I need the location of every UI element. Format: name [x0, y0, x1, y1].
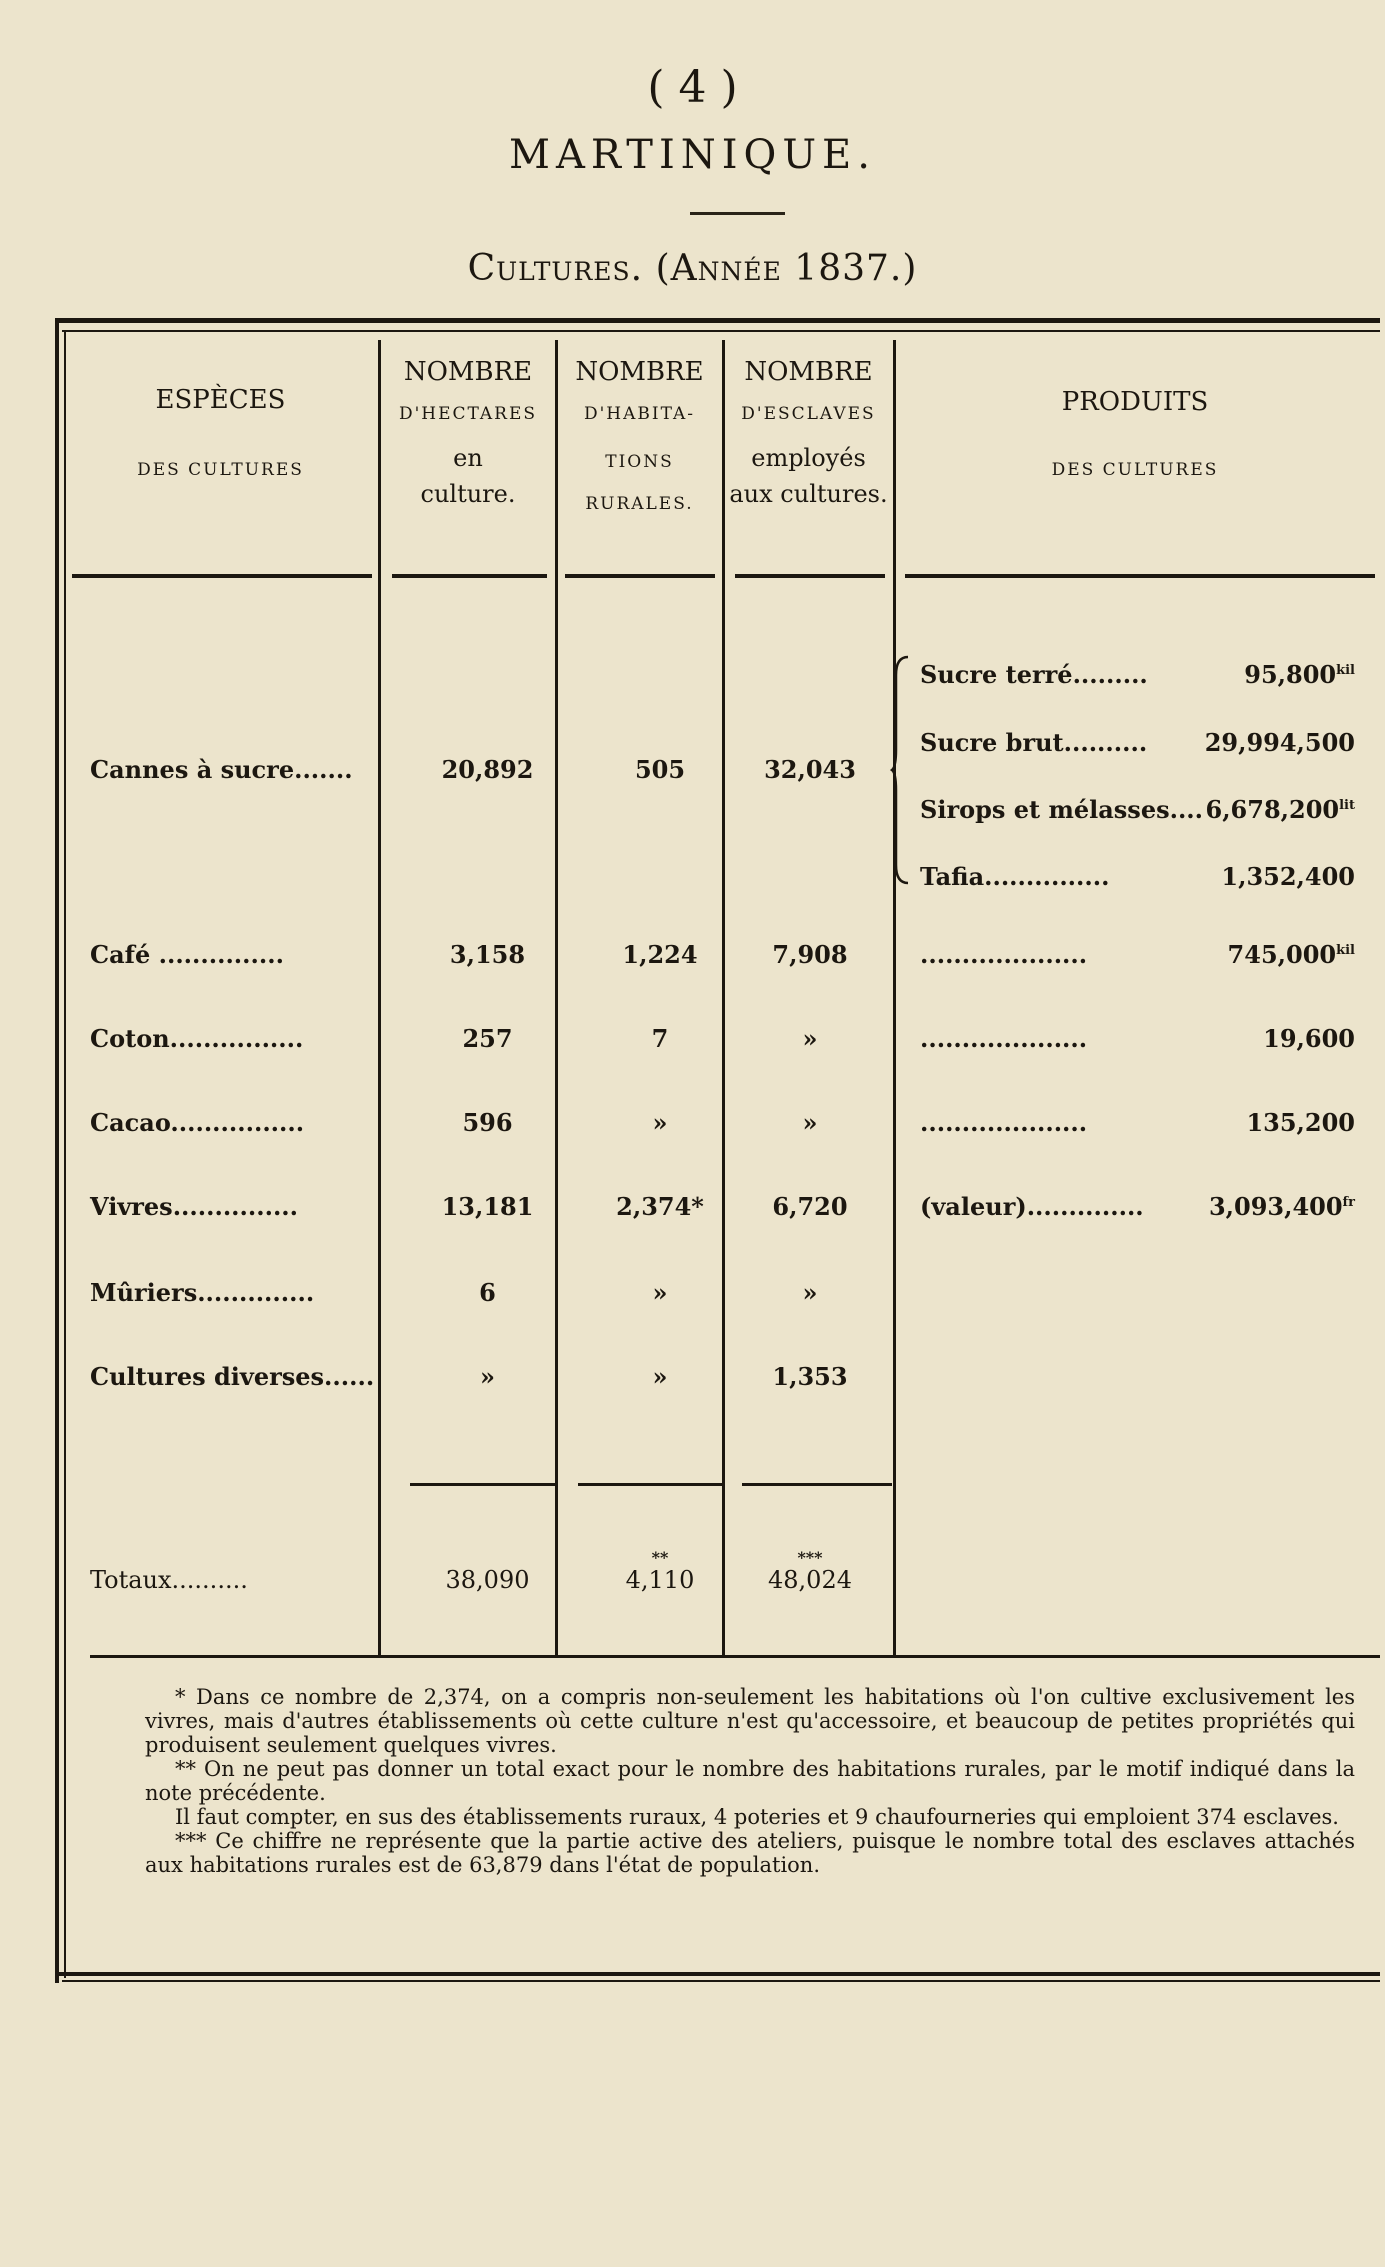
header-esclaves: NOMBRE D'ESCLAVES employés aux cultures. [729, 357, 888, 508]
row-name: Coton................ [90, 1024, 304, 1053]
row-hectares: 596 [462, 1108, 513, 1137]
produit-label: .................... [920, 1024, 1088, 1053]
footnote: Il faut compter, en sus des établissements ruraux, 4 poteries et 9 chaufourneries qui emploient 374 esclaves. [175, 1805, 1339, 1829]
produit-line [920, 1192, 1355, 1221]
totals-esclaves: 48,024 [768, 1566, 852, 1594]
brace-icon [890, 655, 914, 885]
produit-unit: lit [1339, 798, 1355, 813]
produit-label: Tafia............... [920, 862, 1110, 891]
row-esclaves: » [802, 1108, 818, 1137]
title-divider [690, 212, 785, 215]
header-habitations: NOMBRE D'HABITA- TIONS RURALES. [575, 357, 704, 514]
produit-line [920, 1024, 1355, 1053]
produit-line [920, 795, 1355, 824]
produit-unit: kil [1336, 943, 1355, 958]
row-habitations: » [652, 1362, 668, 1391]
produit-unit: fr [1342, 1195, 1355, 1210]
row-habitations: 1,224 [622, 940, 698, 969]
footnotes [145, 1685, 1355, 1877]
totals-label: Totaux.......... [90, 1566, 248, 1594]
produit-label: .................... [920, 1108, 1088, 1137]
section-title: Cultures. (Année 1837.) [467, 248, 918, 289]
produit-label: Sucre brut.......... [920, 728, 1148, 757]
row-esclaves: 6,720 [772, 1192, 848, 1221]
row-esclaves: 32,043 [764, 755, 856, 784]
row-esclaves: » [802, 1024, 818, 1053]
produit-line [920, 1108, 1355, 1137]
produit-value: 135,200 [1246, 1108, 1355, 1137]
header-produits: PRODUITS DES CULTURES [1051, 387, 1219, 480]
row-hectares: 257 [462, 1024, 513, 1053]
produit-label: .................... [920, 940, 1088, 969]
produit-label: (valeur).............. [920, 1192, 1144, 1221]
produit-label: Sirops et mélasses.... [920, 795, 1204, 824]
row-name: Café ............... [90, 940, 284, 969]
produit-value: 95,800 [1244, 660, 1337, 689]
page-heading: MARTINIQUE. [509, 132, 876, 178]
produit-line [920, 660, 1355, 689]
produit-unit: kil [1336, 663, 1355, 678]
page-number: ( 4 ) [647, 62, 738, 113]
footnote: *** Ce chiffre ne représente que la partie active des ateliers, puisque le nombre total des esclaves attachés aux habitations rurales est de 63,879 dans l'état de population. [145, 1829, 1355, 1877]
row-hectares: 6 [479, 1278, 496, 1307]
row-hectares: 13,181 [441, 1192, 534, 1221]
header-hectares: NOMBRE D'HECTARES en culture. [398, 357, 538, 508]
totals-esclaves-mark: *** [797, 1548, 823, 1567]
row-hectares: » [480, 1362, 495, 1391]
produit-line [920, 940, 1355, 969]
row-name: Cacao................ [90, 1108, 305, 1137]
footnote: ** On ne peut pas donner un total exact pour le nombre des habitations rurales, par le motif indiqué dans la note précédente. [145, 1757, 1355, 1805]
totals-hectares: 38,090 [445, 1566, 530, 1594]
row-hectares: 3,158 [449, 940, 526, 969]
produit-line [920, 862, 1355, 891]
produit-value: 19,600 [1263, 1024, 1355, 1053]
row-habitations: 505 [634, 755, 686, 784]
row-name: Cannes à sucre....... [90, 755, 353, 784]
row-hectares: 20,892 [441, 755, 534, 784]
footnote: * Dans ce nombre de 2,374, on a compris non-seulement les habitations où l'on cultive exclusivement les vivres, mais d'autres établissements où cette culture n'est qu'accessoire, et beaucoup de petites propriétés qui produisent seulement quelques vivres. [145, 1685, 1355, 1757]
row-esclaves: » [802, 1278, 818, 1307]
row-name: Mûriers.............. [90, 1278, 315, 1307]
produit-value: 745,000 [1227, 940, 1337, 969]
row-habitations: » [652, 1278, 668, 1307]
totals-habitations: 4,110 [625, 1566, 695, 1594]
row-habitations: 7 [651, 1024, 669, 1053]
produit-line [920, 728, 1355, 757]
row-habitations: » [652, 1108, 668, 1137]
produit-label: Sucre terré......... [920, 660, 1148, 689]
row-name: Vivres............... [90, 1192, 299, 1221]
row-esclaves: 7,908 [772, 940, 848, 969]
row-name: Cultures diverses...... [90, 1362, 375, 1391]
row-esclaves: 1,353 [772, 1362, 848, 1391]
header-especes: ESPÈCES DES CULTURES [137, 385, 304, 480]
totals-habitations-mark: ** [651, 1548, 669, 1567]
produit-value: 3,093,400 [1208, 1192, 1343, 1221]
produit-value: 29,994,500 [1204, 728, 1355, 757]
produit-value: 6,678,200 [1205, 795, 1340, 824]
produit-value: 1,352,400 [1221, 862, 1355, 891]
row-habitations: 2,374* [616, 1192, 704, 1221]
